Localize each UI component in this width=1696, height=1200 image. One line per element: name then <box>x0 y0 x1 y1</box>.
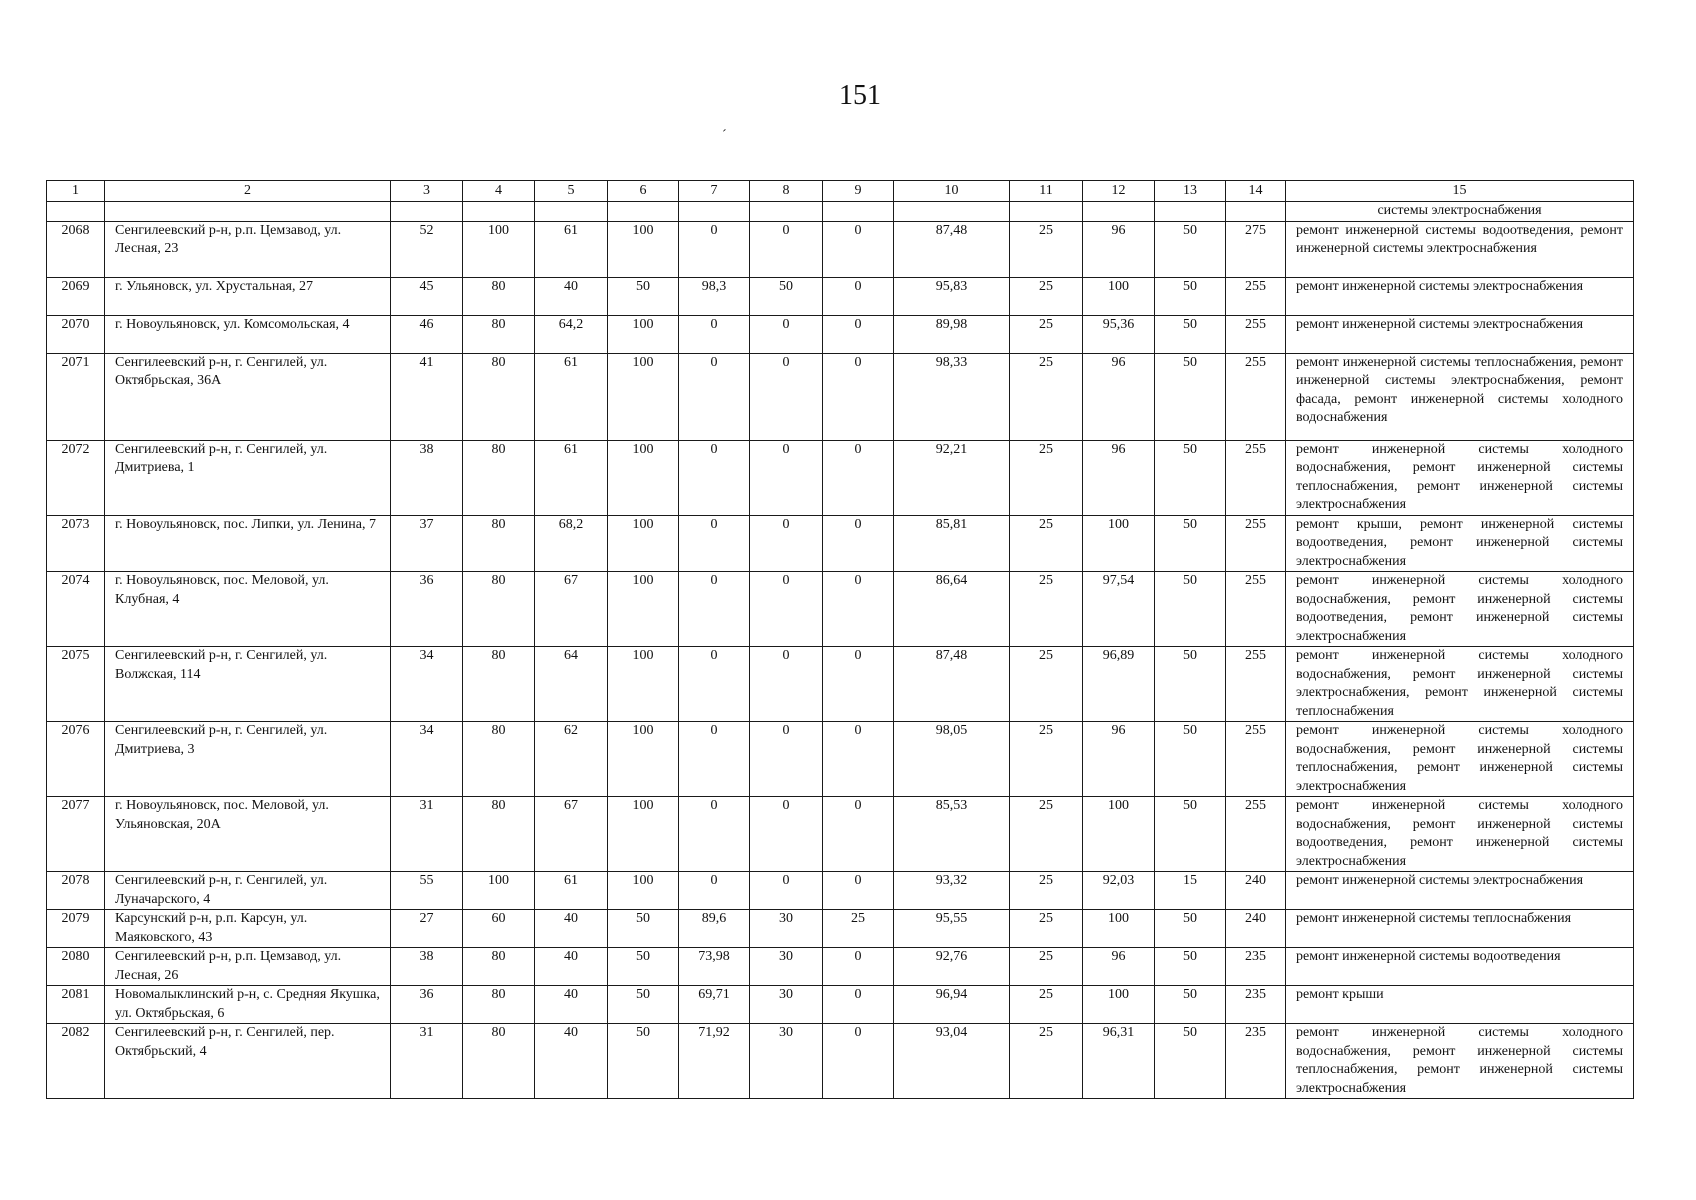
page-number: 151 <box>839 80 881 111</box>
address: Сенгилеевский р-н, г. Сенгилей, ул. Волжская, 114 <box>105 647 391 722</box>
address: Сенгилеевский р-н, г. Сенгилей, ул. Дмитриева, 3 <box>105 722 391 797</box>
col-header: 8 <box>750 181 823 202</box>
col-header: 4 <box>463 181 535 202</box>
col-12: 100 <box>1083 797 1155 872</box>
col-14: 255 <box>1226 277 1286 315</box>
col-header: 15 <box>1286 181 1634 202</box>
col-9: 0 <box>823 948 894 986</box>
col-8: 30 <box>750 986 823 1024</box>
col-14: 255 <box>1226 353 1286 440</box>
col-11: 25 <box>1010 572 1083 647</box>
col-4: 80 <box>463 647 535 722</box>
table-row <box>47 515 1634 572</box>
col-13: 50 <box>1155 647 1226 722</box>
works-description: ремонт инженерной системы электроснабжения <box>1286 872 1634 910</box>
col-5: 67 <box>535 572 608 647</box>
col-4: 80 <box>463 572 535 647</box>
col-10: 96,94 <box>894 986 1010 1024</box>
row-number: 2078 <box>47 872 105 910</box>
col-10: 89,98 <box>894 315 1010 353</box>
works-description: ремонт крыши, ремонт инженерной системы водоотведения, ремонт инженерной системы электроснабжения <box>1286 515 1634 572</box>
col-13: 50 <box>1155 315 1226 353</box>
works-description: ремонт инженерной системы водоотведения, ремонт инженерной системы электроснабжения <box>1286 221 1634 277</box>
col-4: 80 <box>463 797 535 872</box>
col-7: 0 <box>679 440 750 515</box>
col-9: 0 <box>823 315 894 353</box>
works-description: ремонт крыши <box>1286 986 1634 1024</box>
row-number: 2074 <box>47 572 105 647</box>
address: Сенгилеевский р-н, г. Сенгилей, пер. Октябрьский, 4 <box>105 1024 391 1099</box>
table-row <box>47 277 1634 315</box>
col-3: 36 <box>391 986 463 1024</box>
col-14: 255 <box>1226 722 1286 797</box>
col-13: 50 <box>1155 353 1226 440</box>
address: г. Новоульяновск, ул. Комсомольская, 4 <box>105 315 391 353</box>
col-6: 100 <box>608 353 679 440</box>
col-12: 100 <box>1083 910 1155 948</box>
works-description: ремонт инженерной системы холодного водоснабжения, ремонт инженерной системы теплоснабжения, ремонт инженерной системы электроснабжения <box>1286 722 1634 797</box>
col-header: 7 <box>679 181 750 202</box>
col-7: 0 <box>679 572 750 647</box>
col-11: 25 <box>1010 948 1083 986</box>
row-number: 2071 <box>47 353 105 440</box>
col-9: 0 <box>823 515 894 572</box>
col-header: 11 <box>1010 181 1083 202</box>
col-6: 100 <box>608 515 679 572</box>
col-10: 87,48 <box>894 647 1010 722</box>
col-13: 50 <box>1155 572 1226 647</box>
col-5: 64 <box>535 647 608 722</box>
col-13: 50 <box>1155 440 1226 515</box>
col-3: 37 <box>391 515 463 572</box>
col-header: 2 <box>105 181 391 202</box>
col-5: 67 <box>535 797 608 872</box>
col-6: 100 <box>608 572 679 647</box>
col-5: 62 <box>535 722 608 797</box>
col-7: 0 <box>679 221 750 277</box>
col-11: 25 <box>1010 872 1083 910</box>
repair-priority-table <box>46 180 1634 1099</box>
works-description: ремонт инженерной системы холодного водоснабжения, ремонт инженерной системы водоотведения, ремонт инженерной системы электроснабжения <box>1286 797 1634 872</box>
col-11: 25 <box>1010 353 1083 440</box>
col-14: 255 <box>1226 515 1286 572</box>
col-12: 95,36 <box>1083 315 1155 353</box>
col-5: 61 <box>535 353 608 440</box>
address: Новомалыклинский р-н, с. Средняя Якушка, ул. Октябрьская, 6 <box>105 986 391 1024</box>
col-14: 255 <box>1226 315 1286 353</box>
col-10: 95,83 <box>894 277 1010 315</box>
col-12: 100 <box>1083 986 1155 1024</box>
column-number-row <box>47 181 1634 202</box>
col-3: 27 <box>391 910 463 948</box>
col-7: 98,3 <box>679 277 750 315</box>
col-11: 25 <box>1010 515 1083 572</box>
col-11: 25 <box>1010 1024 1083 1099</box>
col-header: 10 <box>894 181 1010 202</box>
col-11: 25 <box>1010 797 1083 872</box>
col-11: 25 <box>1010 647 1083 722</box>
col-4: 80 <box>463 1024 535 1099</box>
col-3: 31 <box>391 797 463 872</box>
col-8: 30 <box>750 948 823 986</box>
works-description: ремонт инженерной системы холодного водоснабжения, ремонт инженерной системы теплоснабжения, ремонт инженерной системы электроснабжения <box>1286 1024 1634 1099</box>
table-row <box>47 221 1634 277</box>
col-10: 93,04 <box>894 1024 1010 1099</box>
col-4: 100 <box>463 872 535 910</box>
table-row <box>47 872 1634 910</box>
col-6: 50 <box>608 1024 679 1099</box>
col-8: 30 <box>750 910 823 948</box>
col-11: 25 <box>1010 315 1083 353</box>
col-9: 0 <box>823 440 894 515</box>
col-13: 50 <box>1155 515 1226 572</box>
col-14: 240 <box>1226 872 1286 910</box>
col-11: 25 <box>1010 986 1083 1024</box>
col-6: 100 <box>608 872 679 910</box>
col-13: 50 <box>1155 221 1226 277</box>
row-number: 2072 <box>47 440 105 515</box>
col-6: 50 <box>608 277 679 315</box>
col-4: 80 <box>463 515 535 572</box>
col-13: 50 <box>1155 1024 1226 1099</box>
col-5: 40 <box>535 948 608 986</box>
col-3: 45 <box>391 277 463 315</box>
row-number: 2079 <box>47 910 105 948</box>
table-row <box>47 572 1634 647</box>
col-14: 275 <box>1226 221 1286 277</box>
works-description: ремонт инженерной системы холодного водоснабжения, ремонт инженерной системы электроснабжения, ремонт инженерной системы теплоснабжения <box>1286 647 1634 722</box>
col-6: 50 <box>608 948 679 986</box>
col-12: 96 <box>1083 948 1155 986</box>
works-description: ремонт инженерной системы водоотведения <box>1286 948 1634 986</box>
row-number: 2075 <box>47 647 105 722</box>
table-row <box>47 647 1634 722</box>
col-10: 98,05 <box>894 722 1010 797</box>
col-7: 0 <box>679 647 750 722</box>
col-9: 0 <box>823 572 894 647</box>
address: Сенгилеевский р-н, г. Сенгилей, ул. Дмитриева, 1 <box>105 440 391 515</box>
col-12: 96 <box>1083 353 1155 440</box>
col-10: 85,81 <box>894 515 1010 572</box>
col-8: 0 <box>750 221 823 277</box>
col-10: 86,64 <box>894 572 1010 647</box>
address: г. Ульяновск, ул. Хрустальная, 27 <box>105 277 391 315</box>
col-header: 9 <box>823 181 894 202</box>
col-11: 25 <box>1010 221 1083 277</box>
col-9: 0 <box>823 221 894 277</box>
col-14: 255 <box>1226 647 1286 722</box>
col-4: 80 <box>463 948 535 986</box>
col-4: 80 <box>463 315 535 353</box>
col-12: 100 <box>1083 515 1155 572</box>
table-row <box>47 722 1634 797</box>
table-row <box>47 353 1634 440</box>
col-10: 93,32 <box>894 872 1010 910</box>
col-7: 0 <box>679 797 750 872</box>
col-8: 0 <box>750 572 823 647</box>
col-10: 95,55 <box>894 910 1010 948</box>
col-6: 100 <box>608 315 679 353</box>
col-6: 100 <box>608 440 679 515</box>
col-3: 38 <box>391 440 463 515</box>
works-description: ремонт инженерной системы электроснабжения <box>1286 315 1634 353</box>
col-3: 34 <box>391 647 463 722</box>
col-12: 96,31 <box>1083 1024 1155 1099</box>
col-6: 100 <box>608 797 679 872</box>
col-11: 25 <box>1010 440 1083 515</box>
col-6: 50 <box>608 910 679 948</box>
col-9: 0 <box>823 722 894 797</box>
works-description: ремонт инженерной системы теплоснабжения <box>1286 910 1634 948</box>
col-9: 0 <box>823 872 894 910</box>
col-10: 85,53 <box>894 797 1010 872</box>
col-7: 0 <box>679 353 750 440</box>
address: Сенгилеевский р-н, р.п. Цемзавод, ул. Лесная, 23 <box>105 221 391 277</box>
row-number: 2077 <box>47 797 105 872</box>
col-8: 0 <box>750 440 823 515</box>
row-number: 2070 <box>47 315 105 353</box>
row-number: 2069 <box>47 277 105 315</box>
col-6: 50 <box>608 986 679 1024</box>
col-14: 235 <box>1226 1024 1286 1099</box>
col-header: 12 <box>1083 181 1155 202</box>
col-3: 55 <box>391 872 463 910</box>
row-number: 2082 <box>47 1024 105 1099</box>
col-12: 97,54 <box>1083 572 1155 647</box>
col-11: 25 <box>1010 722 1083 797</box>
col-header: 5 <box>535 181 608 202</box>
col-5: 40 <box>535 986 608 1024</box>
col-5: 61 <box>535 440 608 515</box>
col-14: 240 <box>1226 910 1286 948</box>
col-6: 100 <box>608 722 679 797</box>
col-9: 0 <box>823 277 894 315</box>
col-5: 40 <box>535 1024 608 1099</box>
col-13: 50 <box>1155 722 1226 797</box>
col-5: 61 <box>535 221 608 277</box>
continuation-row <box>47 202 1634 222</box>
col-10: 98,33 <box>894 353 1010 440</box>
col-5: 40 <box>535 277 608 315</box>
col-8: 0 <box>750 353 823 440</box>
table-row <box>47 986 1634 1024</box>
col-12: 100 <box>1083 277 1155 315</box>
col-4: 80 <box>463 722 535 797</box>
col-5: 64,2 <box>535 315 608 353</box>
col-7: 0 <box>679 315 750 353</box>
continuation-text: системы электроснабжения <box>1286 202 1634 222</box>
col-14: 235 <box>1226 948 1286 986</box>
col-13: 50 <box>1155 277 1226 315</box>
col-header: 13 <box>1155 181 1226 202</box>
address: Сенгилеевский р-н, р.п. Цемзавод, ул. Лесная, 26 <box>105 948 391 986</box>
col-14: 255 <box>1226 572 1286 647</box>
col-8: 0 <box>750 315 823 353</box>
col-14: 255 <box>1226 440 1286 515</box>
table-row <box>47 315 1634 353</box>
col-14: 255 <box>1226 797 1286 872</box>
address: г. Новоульяновск, пос. Липки, ул. Ленина, 7 <box>105 515 391 572</box>
col-header: 6 <box>608 181 679 202</box>
table-row <box>47 1024 1634 1099</box>
col-5: 40 <box>535 910 608 948</box>
col-4: 80 <box>463 277 535 315</box>
address: Карсунский р-н, р.п. Карсун, ул. Маяковского, 43 <box>105 910 391 948</box>
works-description: ремонт инженерной системы холодного водоснабжения, ремонт инженерной системы водоотведения, ремонт инженерной системы электроснабжения <box>1286 572 1634 647</box>
col-11: 25 <box>1010 910 1083 948</box>
address: Сенгилеевский р-н, г. Сенгилей, ул. Октябрьская, 36А <box>105 353 391 440</box>
col-5: 61 <box>535 872 608 910</box>
col-3: 34 <box>391 722 463 797</box>
stray-mark: ´ <box>722 128 727 143</box>
col-8: 0 <box>750 797 823 872</box>
table-row <box>47 948 1634 986</box>
col-4: 100 <box>463 221 535 277</box>
col-3: 52 <box>391 221 463 277</box>
col-13: 50 <box>1155 910 1226 948</box>
col-11: 25 <box>1010 277 1083 315</box>
col-8: 0 <box>750 647 823 722</box>
col-12: 96,89 <box>1083 647 1155 722</box>
col-8: 50 <box>750 277 823 315</box>
col-8: 0 <box>750 515 823 572</box>
col-7: 71,92 <box>679 1024 750 1099</box>
col-4: 80 <box>463 440 535 515</box>
col-12: 96 <box>1083 440 1155 515</box>
col-10: 87,48 <box>894 221 1010 277</box>
col-13: 15 <box>1155 872 1226 910</box>
col-header: 14 <box>1226 181 1286 202</box>
table-container <box>46 180 1634 1099</box>
col-7: 69,71 <box>679 986 750 1024</box>
col-13: 50 <box>1155 797 1226 872</box>
col-3: 36 <box>391 572 463 647</box>
col-13: 50 <box>1155 948 1226 986</box>
col-9: 0 <box>823 647 894 722</box>
col-3: 46 <box>391 315 463 353</box>
col-4: 60 <box>463 910 535 948</box>
col-header: 3 <box>391 181 463 202</box>
works-description: ремонт инженерной системы теплоснабжения, ремонт инженерной системы электроснабжения, ремонт фасада, ремонт инженерной системы холодного водоснабжения <box>1286 353 1634 440</box>
col-7: 0 <box>679 872 750 910</box>
table-row <box>47 440 1634 515</box>
col-4: 80 <box>463 986 535 1024</box>
address: г. Новоульяновск, пос. Меловой, ул. Ульяновская, 20А <box>105 797 391 872</box>
col-5: 68,2 <box>535 515 608 572</box>
col-6: 100 <box>608 221 679 277</box>
address: г. Новоульяновск, пос. Меловой, ул. Клубная, 4 <box>105 572 391 647</box>
col-13: 50 <box>1155 986 1226 1024</box>
col-3: 38 <box>391 948 463 986</box>
table-row <box>47 797 1634 872</box>
col-9: 0 <box>823 1024 894 1099</box>
col-8: 30 <box>750 1024 823 1099</box>
address: Сенгилеевский р-н, г. Сенгилей, ул. Луначарского, 4 <box>105 872 391 910</box>
col-12: 92,03 <box>1083 872 1155 910</box>
col-12: 96 <box>1083 722 1155 797</box>
row-number: 2068 <box>47 221 105 277</box>
col-7: 89,6 <box>679 910 750 948</box>
works-description: ремонт инженерной системы электроснабжения <box>1286 277 1634 315</box>
col-6: 100 <box>608 647 679 722</box>
row-number: 2073 <box>47 515 105 572</box>
col-7: 0 <box>679 722 750 797</box>
col-9: 0 <box>823 797 894 872</box>
col-12: 96 <box>1083 221 1155 277</box>
col-7: 73,98 <box>679 948 750 986</box>
col-3: 41 <box>391 353 463 440</box>
table-row <box>47 910 1634 948</box>
col-10: 92,21 <box>894 440 1010 515</box>
col-9: 0 <box>823 353 894 440</box>
row-number: 2081 <box>47 986 105 1024</box>
col-9: 0 <box>823 986 894 1024</box>
col-14: 235 <box>1226 986 1286 1024</box>
row-number: 2076 <box>47 722 105 797</box>
col-4: 80 <box>463 353 535 440</box>
col-9: 25 <box>823 910 894 948</box>
row-number: 2080 <box>47 948 105 986</box>
col-10: 92,76 <box>894 948 1010 986</box>
col-8: 0 <box>750 722 823 797</box>
col-3: 31 <box>391 1024 463 1099</box>
works-description: ремонт инженерной системы холодного водоснабжения, ремонт инженерной системы теплоснабжения, ремонт инженерной системы электроснабжения <box>1286 440 1634 515</box>
col-header: 1 <box>47 181 105 202</box>
col-7: 0 <box>679 515 750 572</box>
col-8: 0 <box>750 872 823 910</box>
